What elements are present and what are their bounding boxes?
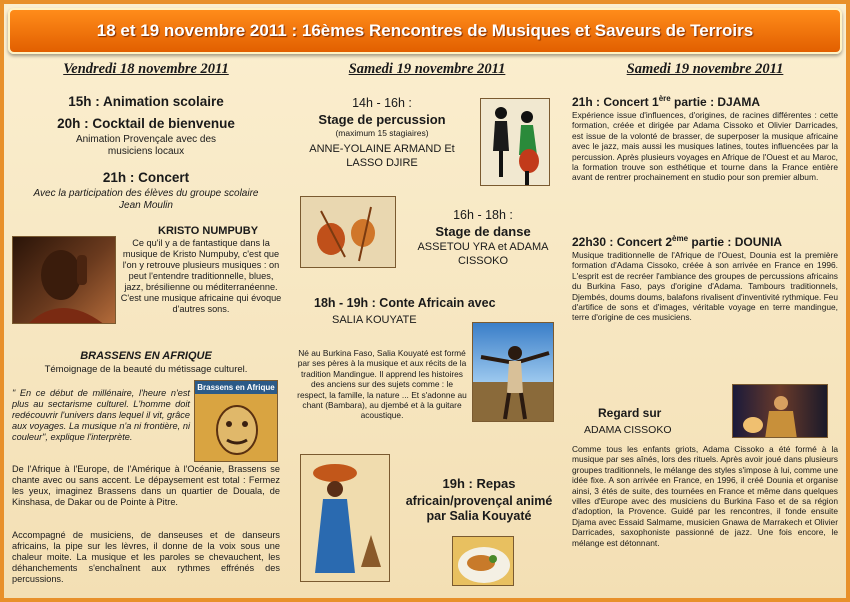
brassens-para1: De l'Afrique à l'Europe, de l'Amérique à l'Océanie, Brassens se chante avec ou sans accent. Le dépaysement est total : Fermez les yeux, imaginez Brassens dans un quartier de Douala, de Kinshasa, de Dakar ou de Pointe à Pitre. [12, 464, 280, 507]
concert-djama-head: 21h : Concert 1 [572, 95, 659, 109]
stage-percussion-title: Stage de percussion [318, 112, 446, 127]
adama-photo [732, 384, 828, 438]
brassens-para2: Accompagné de musiciens, de danseuses et de danseurs africains, la pipe sur les lèvres, il donne de la voix sous une chaleur moite. La musique et les paroles se chevauchent, les déhanchements s'enchaînent aux rythmes effrénés des percussions. [12, 530, 280, 584]
conte-person: SALIA KOUYATE [332, 314, 417, 326]
stage-percussion-note: (maximum 15 stagiaires) [335, 128, 429, 138]
concert-dounia-head: 22h30 : Concert 2 [572, 235, 673, 249]
concert-djama-tail: partie : DJAMA [670, 95, 761, 109]
concert-djama-text: Expérience issue d'influences, d'origines, de racines différentes : cette formation, créée et dirigée par Adama Cissoko et Olivier Darricades, est issue de la volonté de brasser, de superposer la musique africaine avec le jazz, mais aussi les musiques latines, toutes influencées par la percussion. Après plusieurs voyages en Afrique de l'Ouest et au Maroc, la formation trouve son esthétique et tourne dans la France entière avant de rentrer prochainement en studio pour son premier album. [572, 110, 838, 183]
stage-percussion-people: ANNE-YOLAINE ARMAND Et LASSO DJIRE [309, 143, 455, 169]
dish-photo [452, 536, 514, 586]
column-friday [8, 58, 284, 598]
stage-danse-people: ASSETOU YRA et ADAMA CISSOKO [417, 241, 549, 267]
dance-art-image [300, 196, 396, 268]
brassens-album-image [194, 380, 278, 462]
regard-title: Regard sur [598, 406, 662, 420]
column-saturday-1 [292, 58, 562, 598]
album-label: Brassens en Afrique [195, 381, 277, 394]
kristo-title: KRISTO NUMPUBY [158, 225, 259, 237]
concert-djama-sup: ère [658, 94, 671, 103]
title-banner [8, 8, 842, 54]
brassens-quote: " En ce début de millénaire, l'heure n'est plus au sectarisme culturel. L'homme doit redécouvrir l'univers dans lequel il vit, grâce aux voyages. La musique n'a ni frontière, ni couleur", explique l'interprète. [12, 388, 190, 442]
column-saturday-2 [570, 58, 840, 598]
salia-photo [472, 322, 554, 422]
brassens-subtitle: Témoignage de la beauté du métissage culturel. [44, 364, 248, 375]
percussion-image [480, 98, 550, 186]
saturday-heading-1: Samedi 19 novembre 2011 [348, 61, 506, 77]
stage-danse-time: 16h - 18h : [453, 208, 513, 222]
regard-name: ADAMA CISSOKO [584, 424, 672, 436]
repas-desc: africain/provençal animé par Salia Kouyaté [405, 494, 553, 523]
event-cocktail: 20h : Cocktail de bienvenue [57, 116, 235, 131]
conte-title: 18h - 19h : Conte Africain avec [314, 296, 496, 310]
banner-title: 18 et 19 novembre 2011 : 16èmes Rencontres de Musiques et Saveurs de Terroirs [96, 21, 754, 40]
conte-text: Né au Burkina Faso, Salia Kouyaté est formé par ses pères à la musique et aux récits de la tradition Mandingue. Il apprend les histoires des anciens sur des sujets comme : le respect, la famille, la nature ... Et s'adonne au chant (Bambara), au djembé et à la guitare acoustique. [297, 348, 467, 421]
regard-text: Comme tous les enfants griots, Adama Cissoko a été formé à la musique par ses aînés, lors des rituels. Après avoir joué dans plusieurs groupes traditionnels, le mélange des styles s'impose à lui, comme une idée fixe. A son arrivée en France, en 1996, il créé Dounia et organise ainsi, 3 étés de suite, des tournées en France et même dans quelques villes d'Europe avec des musiciens du Burkina Faso et de sa région d'adoption, la Provence. Guidé par les rencontres, il fonde ensuite Djama avec Essaid Salmame, musicien Gnawa de Marrakech et Olivier Darricades, saxophoniste passionné de jazz. Une fois encore, le mélange est détonnant. [572, 444, 838, 548]
kristo-text: Ce qu'il y a de fantastique dans la musique de Kristo Numpuby, c'est que l'on y retrouve plusieurs musiques : on peut l'entendre traditionnelle, blues, jazz, brésilienne ou méditerranéenne. C'est une musique africaine qui évoque d'autres sons. [120, 238, 282, 314]
event-concert: 21h : Concert [102, 170, 190, 185]
event-animation-scolaire: 15h : Animation scolaire [68, 94, 224, 109]
concert-djama-title [572, 94, 838, 109]
cocktail-desc: Animation Provençale avec des musiciens locaux [75, 134, 217, 157]
concert-dounia-sup: ème [672, 234, 689, 243]
brassens-title: BRASSENS EN AFRIQUE [80, 350, 212, 362]
friday-heading: Vendredi 18 novembre 2011 [63, 61, 229, 77]
repas-time: 19h : Repas [442, 476, 516, 491]
concert-desc: Avec la participation des élèves du groupe scolaire Jean Moulin [33, 188, 259, 211]
stage-percussion-time: 14h - 16h : [352, 96, 412, 110]
concert-dounia-text: Musique traditionnelle de l'Afrique de l'Ouest, Dounia est la première formation d'Adama Cissoko, créée à son arrivée en France en 1996. L'esprit est de recréer l'ambiance des groupes de percussions africains du Burkina Faso, pays d'origine d'Adama. Tambours traditionnels, Djembés, doums doums, balafons rivalisent d'inventivité rythmique. Feu d'artifice de sons et d'images, véritable voyage en terre mandingue, terre d'origine de ces musiciens. [572, 250, 839, 323]
repas-art-image [300, 454, 390, 582]
kristo-photo [12, 236, 116, 324]
concert-dounia-tail: partie : DOUNIA [688, 235, 783, 249]
concert-dounia-title [572, 234, 838, 249]
stage-danse-title: Stage de danse [435, 224, 531, 239]
saturday-heading-2: Samedi 19 novembre 2011 [626, 61, 784, 77]
